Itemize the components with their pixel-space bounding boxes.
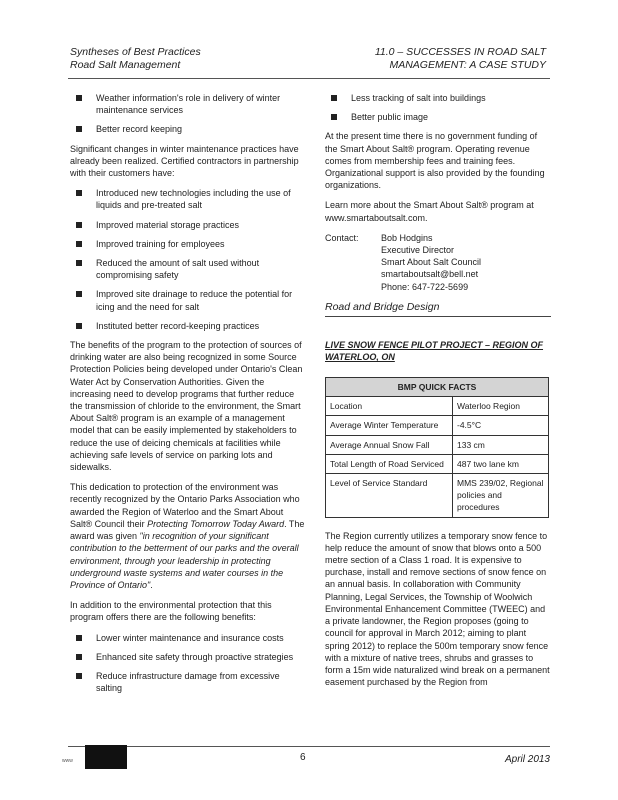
header-left <box>70 46 201 72</box>
table-row: Location Waterloo Region <box>326 397 549 416</box>
square-bullet-icon <box>76 222 82 228</box>
top-bullet-list <box>70 92 306 136</box>
square-bullet-icon <box>76 95 82 101</box>
square-bullet-icon <box>76 260 82 266</box>
paragraph-region: The Region currently utilizes a temporary snow fence to help reduce the amount of snow that blows onto a 500 metre section of a Class 1 road. It is expensive to purchase, install and remove sections of snow fence on an annual basis. In collaboration with Community Planning, Legal Services, the Township of Woolwich Environmental Enhancement Committee (TWEEC) and a private landowner, the Region proposes (going to council for approval in March 2012; aiming to plant spring 2012) to replace the 500m temporary snow fence with a mixture of native trees, shrubs and grasses to form a 15m wide naturalized wind break on a permanent easement purchased by the Region from <box>325 530 550 688</box>
table-header: BMP QUICK FACTS <box>326 378 549 397</box>
table-row: Average Winter Temperature -4.5°C <box>326 416 549 435</box>
page-number: 6 <box>300 752 306 763</box>
project-title: LIVE SNOW FENCE PILOT PROJECT – REGION OF WATERLOO, ON <box>325 340 544 363</box>
list-item: Lower winter maintenance and insurance costs <box>70 632 306 644</box>
right-column <box>325 92 551 696</box>
award-quote: "in recognition of your significant contribution to the betterment of our parks and the overall environment, through your leadership in protecting underground waste systems and water courses in the Province of Ontario" <box>70 531 299 590</box>
contact-email: smartaboutsalt@bell.net <box>381 269 479 280</box>
list-item: Improved training for employees <box>70 238 306 250</box>
paragraph-benefits: The benefits of the program to the protection of sources of drinking water are also being recognized in some Source Protection Policies being developed under Ontario's Clean Water Act by Conservation Authorities. Given the increasing need to develop programs that further reduce the transmission of chloride to the environment, the Smart About Salt® program is an example of a management model that can be easily implemented by stakeholders to reduce the use of deicing chemicals at facilities while achieving safe levels of service on parking lots and sidewalks. <box>70 340 303 473</box>
list-item: Enhanced site safety through proactive strategies <box>70 651 306 663</box>
square-bullet-icon <box>76 190 82 196</box>
header-right <box>375 46 546 72</box>
square-bullet-icon <box>76 673 82 679</box>
square-bullet-icon <box>331 114 337 120</box>
square-bullet-icon <box>76 635 82 641</box>
paragraph-funding: At the present time there is no government funding of the Smart About Salt® program. Operating revenue comes from membership fees and training fees. Organizational support is also provided by the founding organizations. <box>325 131 545 191</box>
square-bullet-icon <box>76 126 82 132</box>
header-doc-title: Road Salt Management <box>70 59 181 71</box>
list-item: Better record keeping <box>70 123 306 135</box>
left-column <box>70 92 306 701</box>
contact-name: Bob Hodgins <box>381 232 433 243</box>
footer-date: April 2013 <box>504 754 550 765</box>
list-item: Reduce infrastructure damage from excessive salting <box>70 670 306 694</box>
table-row: Average Annual Snow Fall 133 cm <box>326 435 549 454</box>
header-series-title: Syntheses of Best Practices <box>70 46 201 58</box>
section-heading: Road and Bridge Design <box>325 301 551 317</box>
table-row: Level of Service Standard MMS 239/02, Regional policies and procedures <box>326 474 549 518</box>
header-chapter-line1: 11.0 – SUCCESSES IN ROAD SALT <box>374 46 546 58</box>
footer-small-text: www <box>62 758 73 764</box>
list-item: Instituted better record-keeping practices <box>70 320 306 332</box>
paragraph-changes: Significant changes in winter maintenance practices have already been realized. Certified contractors in partnership with their customers have: <box>70 143 299 179</box>
paragraph-learn-more: Learn more about the Smart About Salt® program at www.smartaboutsalt.com. <box>325 200 534 223</box>
table-row: Total Length of Road Serviced 487 two lane km <box>326 454 549 473</box>
list-item: Reduced the amount of salt used without compromising safety <box>70 257 306 281</box>
header-chapter-line2: MANAGEMENT: A CASE STUDY <box>389 59 546 71</box>
list-item: Less tracking of salt into buildings <box>325 92 551 104</box>
bmp-quick-facts-table <box>325 377 549 518</box>
square-bullet-icon <box>76 291 82 297</box>
square-bullet-icon <box>331 95 337 101</box>
award-name: Protecting Tomorrow Today Award <box>147 518 285 529</box>
list-item: Improved site drainage to reduce the potential for icing and the need for salt <box>70 288 306 312</box>
list-item: Weather information's role in delivery of winter maintenance services <box>70 92 306 116</box>
contact-lines <box>381 232 481 293</box>
paragraph-addition: In addition to the environmental protection that this program offers there are the following benefits: <box>70 600 272 623</box>
changes-bullet-list <box>70 187 306 332</box>
square-bullet-icon <box>76 654 82 660</box>
contact-org: Smart About Salt Council <box>381 257 482 268</box>
footer-logo-block <box>85 745 127 769</box>
header-divider <box>68 78 550 79</box>
paragraph-award: This dedication to protection of the environment was recently recognized by the Ontario Parks Association who awarded the Region of Waterloo and the Smart About Salt® Council their Protecting Tomorrow Today Award. The award was given "in recognition of your significant contribution to the betterment of our parks and the overall environment, through your leadership in protecting underground waste systems and water courses in the Province of Ontario". <box>70 482 305 590</box>
contact-title: Executive Director <box>381 245 455 256</box>
contact-label: Contact: <box>325 232 359 243</box>
list-item: Better public image <box>325 111 551 123</box>
list-item: Introduced new technologies including the use of liquids and pre-treated salt <box>70 187 306 211</box>
contact-block <box>325 232 551 293</box>
benefits-bullet-list <box>70 632 306 695</box>
footer-divider <box>68 746 550 747</box>
right-top-bullet-list <box>325 92 551 123</box>
square-bullet-icon <box>76 241 82 247</box>
square-bullet-icon <box>76 323 82 329</box>
contact-phone: Phone: 647-722-5699 <box>381 281 469 292</box>
list-item: Improved material storage practices <box>70 219 306 231</box>
